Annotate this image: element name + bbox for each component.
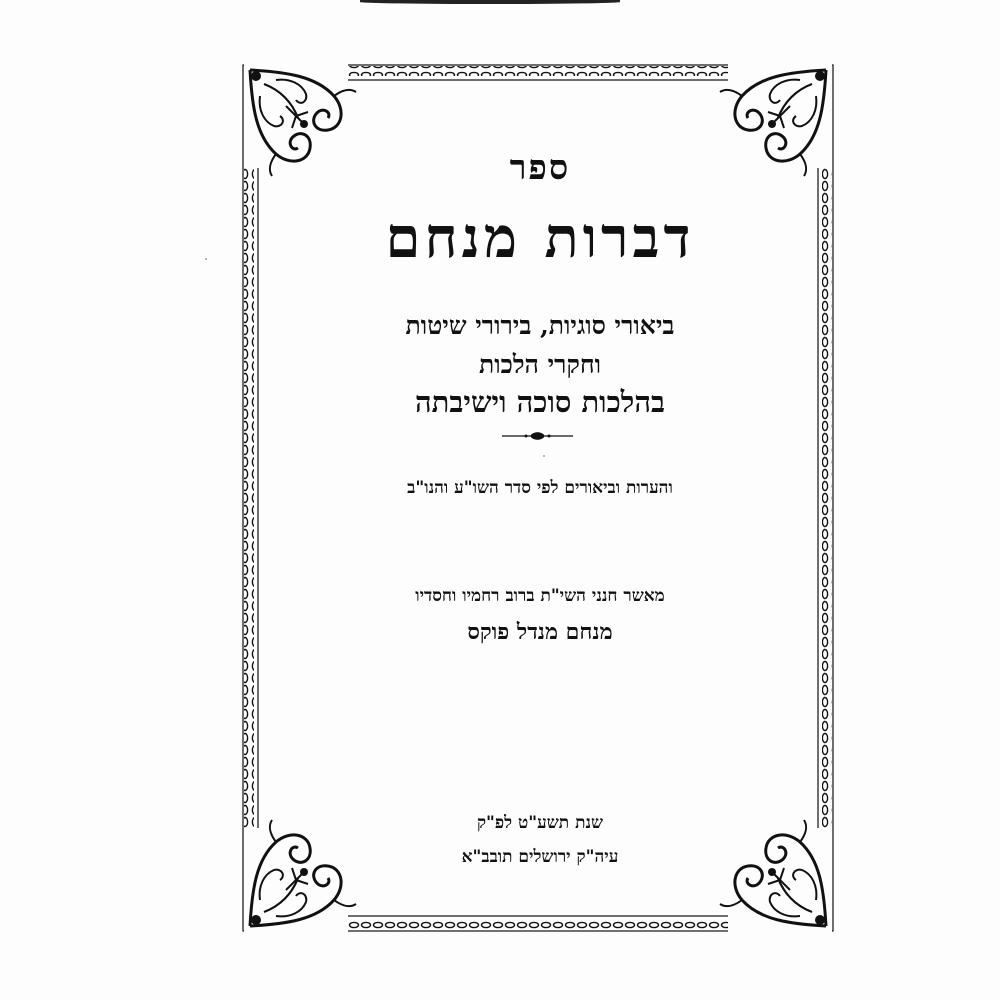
flourish-divider-icon bbox=[500, 430, 575, 442]
author-name: מנחם מנדל פוקס bbox=[467, 619, 613, 645]
book-title: דברות מנחם bbox=[385, 205, 695, 271]
corner-flourish-icon bbox=[244, 820, 356, 932]
credit-line: מאשר חנני השי"ת ברוב רחמיו וחסדיו bbox=[415, 586, 665, 606]
sefer-label: ספר bbox=[509, 148, 571, 188]
publication-year: שנת תשע"ט לפ"ק bbox=[476, 813, 604, 833]
subtitle-line-3: בהלכות סוכה וישיבתה bbox=[415, 385, 665, 419]
notes-line: והערות וביאורים לפי סדר השו"ע והנו"ב bbox=[407, 478, 673, 498]
publication-place: עיה"ק ירושלים תובב"א bbox=[461, 847, 619, 867]
paper-speck bbox=[543, 455, 545, 457]
paper-speck bbox=[205, 258, 207, 260]
subtitle-line-1: ביאורי סוגיות, בירורי שיטות bbox=[405, 311, 675, 340]
corner-flourish-icon bbox=[720, 820, 832, 932]
subtitle-line-2: וחקרי הלכות bbox=[478, 350, 602, 379]
